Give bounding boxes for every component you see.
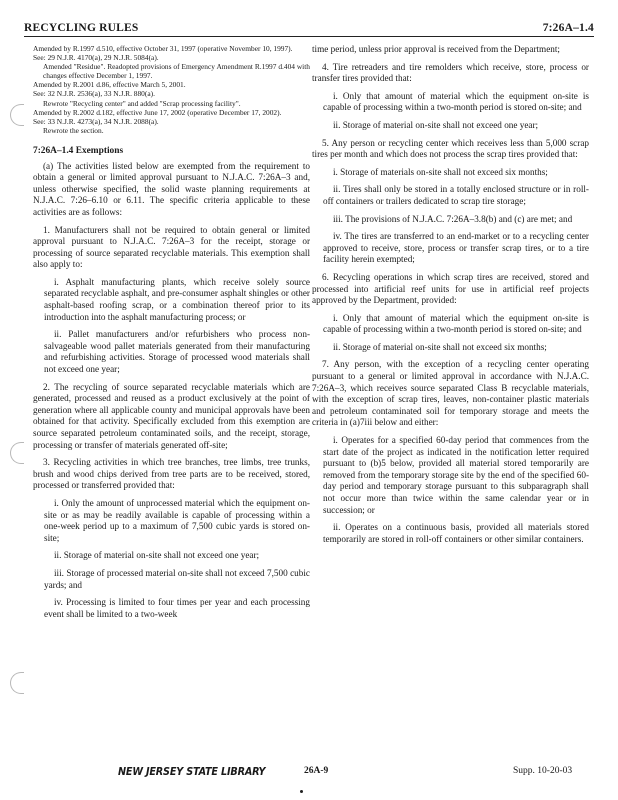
punch-hole-mark: [10, 442, 24, 464]
paragraph-4: 4. Tire retreaders and tire remolders which receive, store, process or transfer tires provided that:: [312, 61, 589, 84]
history-note: Amended by R.2001 d.86, effective March 5, 2001.: [33, 80, 186, 90]
header-rule: [24, 36, 594, 37]
subparagraph: i. Only the amount of unprocessed material which the equipment on-site or as may be readily available is capable of processing within a one-week period up to a maximum of 7,500 cubic yards is stored on-site;: [44, 497, 310, 543]
page-number: 26A-9: [304, 766, 329, 776]
history-note: See: 29 N.J.R. 4170(a), 29 N.J.R. 5084(a).: [33, 53, 159, 63]
subparagraph: i. Asphalt manufacturing plants, which receive solely source separated recyclable asphalt, and pre-consumer asphalt shingles or other asphalt-based roofing scrap, or a combination thereof prior to its introduction into the asphalt manufacturing process; or: [44, 276, 310, 322]
subparagraph: ii. Storage of material on-site shall not exceed one year;: [54, 550, 260, 561]
supplement-date: Supp. 10-20-03: [513, 766, 573, 776]
subparagraph: ii. Tires shall only be stored in a totally enclosed structure or in roll-off containers or trailers dedicated to scrap tire storage;: [323, 184, 589, 206]
paragraph-7: 7. Any person, with the exception of a recycling center operating pursuant to a general or limited approval in accordance with N.J.A.C. 7:26A–3, which receives source separated Class B recyclable materials, with the exception of scrap tires, leaves, non-container plastic materials and petroleum contaminated soil for temporary storage and meets the criteria in (a)7iii below and either:: [312, 359, 589, 428]
continued-text: time period, unless prior approval is received from the Department;: [312, 44, 560, 54]
subparagraph: ii. Operates on a continuous basis, provided all materials stored temporarily are stored in roll-off containers or other similar containers.: [323, 522, 589, 544]
history-note: Rewrote the section.: [43, 125, 104, 135]
subparagraph: ii. Storage of material on-site shall not exceed six months;: [333, 341, 547, 352]
left-column: [33, 44, 310, 626]
header-title: RECYCLING RULES: [24, 22, 139, 34]
history-note: Amended by R.2002 d.182, effective June 17, 2002 (operative December 17, 2002).: [33, 107, 282, 117]
history-notes: [33, 44, 310, 135]
page-footer: [0, 766, 618, 782]
history-note: See: 33 N.J.R. 4273(a), 34 N.J.R. 2088(a).: [33, 116, 159, 126]
subparagraph: i. Operates for a specified 60-day period that commences from the start date of the project as indicated in the notification letter required pursuant to (b)5 below, provided all material stored temporarily are removed from the temporary storage site by the end of the specified 60-day period and temporary storage pursuant to this subparagraph shall not occur more than twice within the same calendar year or in succession; or: [323, 435, 589, 515]
subparagraph: iii. The provisions of N.J.A.C. 7:26A–3.8(b) and (c) are met; and: [333, 213, 573, 224]
paragraph-a: (a) The activities listed below are exempted from the requirement to obtain a general or limited approval pursuant to N.J.A.C. 7:26A–3 and, unless otherwise specified, the solid waste planning requirements at N.J.A.C. 7:26–6.10 or 6.11. The specific criteria applicable to these activities are as follows:: [33, 160, 310, 217]
history-note: Amended by R.1997 d.510, effective October 31, 1997 (operative November 10, 1997).: [33, 44, 293, 53]
paragraph-6: 6. Recycling operations in which scrap tires are received, stored and processed into artificial reef units for use in artificial reef projects approved by the Department, provided:: [312, 271, 589, 306]
paragraph-5: 5. Any person or recycling center which receives less than 5,000 scrap tires per month and which does not process the scrap tires provided that:: [312, 137, 589, 160]
subparagraph: ii. Pallet manufacturers and/or refurbishers who process non-salvageable wood pallet materials generated from their manufacturing and refurbishing activities. Storage of processed wood materials shall not exceed one year;: [44, 329, 310, 375]
footer-dot: [300, 790, 303, 793]
history-note: See: 32 N.J.R. 2536(a), 33 N.J.R. 880(a).: [33, 89, 155, 99]
header-section-number: 7:26A–1.4: [542, 22, 594, 34]
punch-hole-mark: [10, 672, 24, 694]
subparagraph: i. Only that amount of material which the equipment on-site is capable of processing within a two-month period is stored on-site; and: [323, 90, 589, 113]
subparagraph: i. Only that amount of material which the equipment on-site is capable of processing within a two-month period is stored on-site; and: [323, 312, 589, 335]
paragraph-2: 2. The recycling of source separated recyclable materials which are generated, processed and reused as a product exclusively at the point of generation where all applicable county and municipal approvals have been obtained for that activity. Specifically excluded from this exemption are source separated petroleum contaminated soils, and the receipt, storage, processing or transfer of materials generated off-site;: [33, 381, 310, 450]
subparagraph: iv. The tires are transferred to an end-market or to a recycling center approved to receive, store, process or transfer scrap tires, or to a tire facility herein exempted;: [323, 231, 589, 265]
paragraph-1: 1. Manufacturers shall not be required to obtain general or limited approval pursuant to N.J.A.C. 7:26A–3 for the receipt, storage or processing of source separated recyclable materials. This exemption shall also apply to:: [33, 224, 310, 270]
subparagraph: iii. Storage of processed material on-site shall not exceed 7,500 cubic yards; and: [44, 567, 310, 590]
subparagraph: i. Storage of materials on-site shall not exceed six months;: [333, 166, 548, 177]
paragraph-3: 3. Recycling activities in which tree branches, tree limbs, tree trunks, brush and wood chips derived from tree parts are to be received, stored, processed or transferred provided that:: [33, 457, 310, 491]
history-note: Amended "Residue". Readopted provisions of Emergency Amendment R.1997 d.404 with changes effective December 1, 1997.: [43, 62, 310, 81]
punch-hole-mark: [10, 104, 24, 126]
library-stamp: NEW JERSEY STATE LIBRARY: [118, 766, 266, 778]
right-column: [312, 44, 589, 551]
section-title: 7:26A–1.4 Exemptions: [33, 145, 124, 156]
subparagraph: ii. Storage of material on-site shall not exceed one year;: [333, 119, 539, 130]
subparagraph: iv. Processing is limited to four times per year and each processing event shall be limited to a two-week: [44, 597, 310, 619]
history-note: Rewrote "Recycling center" and added "Scrap processing facility".: [43, 98, 241, 108]
running-header: [24, 14, 594, 34]
